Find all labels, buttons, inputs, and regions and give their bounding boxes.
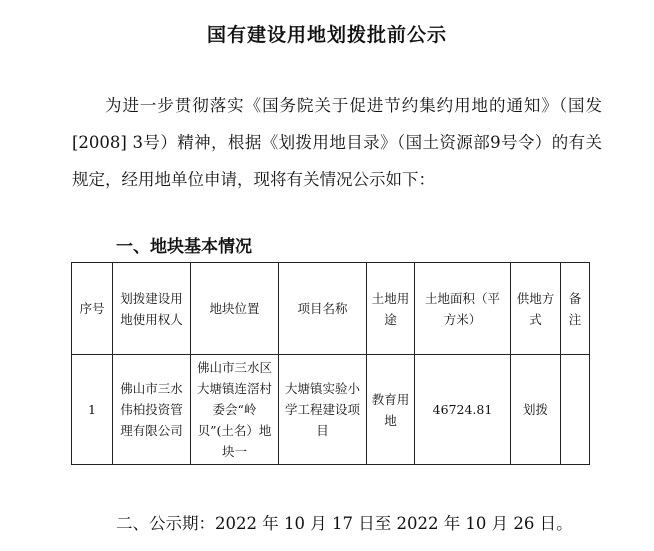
cell-project: 大塘镇实验小学工程建设项目: [279, 355, 367, 465]
table-header-row: [72, 263, 590, 355]
cell-seq: 1: [72, 355, 113, 465]
header-seq: 序号: [72, 263, 113, 355]
cell-supply: 划拨: [511, 355, 561, 465]
header-holder: 划拨建设用地使用权人: [113, 263, 191, 355]
header-location: 地块位置: [191, 263, 279, 355]
header-use: 土地用途: [367, 263, 415, 355]
header-area: 土地面积（平方米）: [415, 263, 511, 355]
cell-area: 46724.81: [415, 355, 511, 465]
page-title: 国有建设用地划拨批前公示: [206, 24, 447, 46]
cell-remark: [561, 355, 590, 465]
header-remark: 备注: [561, 263, 590, 355]
section-heading-land-info: 一、地块基本情况: [116, 237, 252, 257]
header-project: 项目名称: [279, 263, 367, 355]
cell-location: 佛山市三水区大塘镇连滘村委会“岭贝”(土名）地块一: [191, 355, 279, 465]
cell-use: 教育用地: [367, 355, 415, 465]
header-supply: 供地方式: [511, 263, 561, 355]
table-row: [72, 355, 590, 465]
cell-holder: 佛山市三水伟柏投资管理有限公司: [113, 355, 191, 465]
land-info-table: [71, 262, 590, 465]
intro-paragraph: 为进一步贯彻落实《国务院关于促进节约集约用地的通知》（国发[2008] 3号）精神，根据《划拨用地目录》（国土资源部9号令）的有关规定，经用地单位申请，现将有关情况公示如下：: [72, 96, 602, 189]
section-heading-publicity-period: 二、公示期：2022 年 10 月 17 日至 2022 年 10 月 26 日。: [116, 514, 573, 533]
